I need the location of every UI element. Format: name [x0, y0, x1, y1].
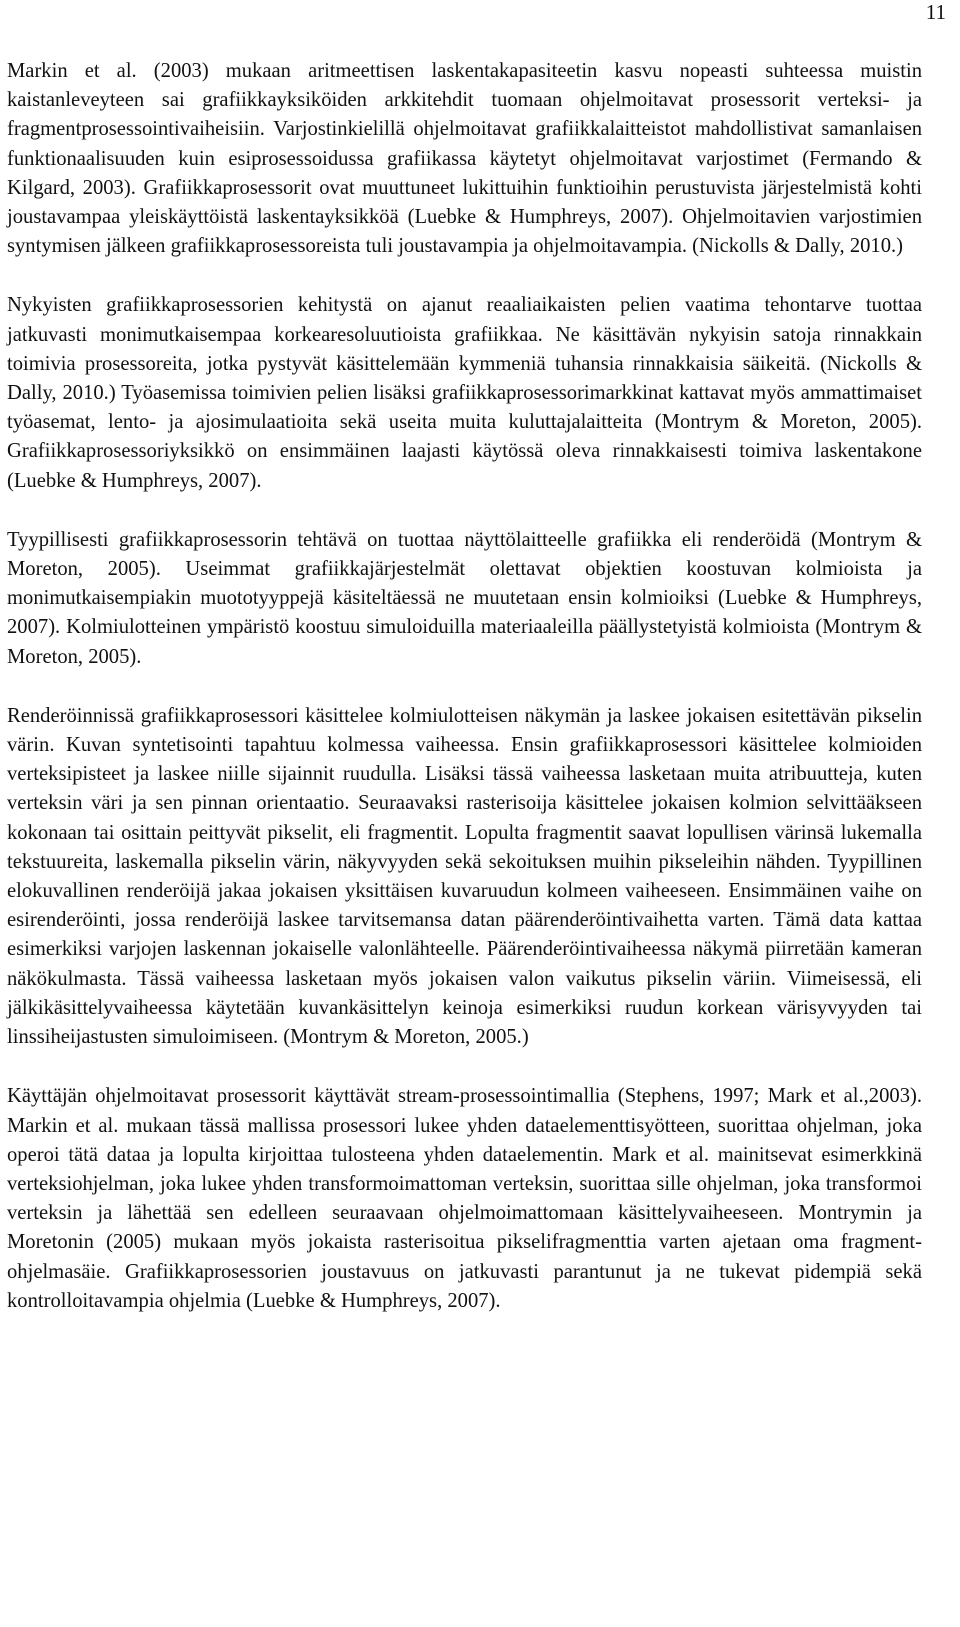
paragraph: Käyttäjän ohjelmoitavat prosessorit käyttävät stream-prosessointimallia (Stephens, 1997; Mark et al.,2003). Markin et al. mukaan tässä mallissa prosessori lukee yhden dataelementtisyötteen, suorittaa ohjelman, joka operoi tätä dataa ja lopulta kirjoittaa tulosteena yhden dataelementin. Mark et al. mainitsevat esimerkkinä verteksiohjelman, joka lukee yhden transformoimattoman verteksin, suorittaa sille ohjelman, joka transformoi verteksin ja lähettää sen edelleen seuraavaan ohjelmoimattomaan käsittelyvaiheeseen. Montrymin ja Moretonin (2005) mukaan myös jokaista rasterisoitua pikselifragmenttia varten ajetaan oma fragment-ohjelmasäie. Grafiikkaprosessorien joustavuus on jatkuvasti parantunut ja ne tukevat pidempiä sekä kontrolloitavampia ohjelmia (Luebke & Humphreys, 2007). [7, 1085, 922, 1312]
paragraph: Tyypillisesti grafiikkaprosessorin tehtävä on tuottaa näyttölaitteelle grafiikka eli renderöidä (Montrym & Moreton, 2005). Useimmat grafiikkajärjestelmät olettavat objektien koostuvan kolmioista ja monimutkaisempiakin muototyyppejä käsiteltäessä ne muutetaan ensin kolmioiksi (Luebke & Humphreys, 2007). Kolmiulotteinen ympäristö koostuu simuloiduilla materiaaleilla päällystetyistä kolmioista (Montrym & Moreton, 2005). [7, 528, 922, 668]
paragraph: Markin et al. (2003) mukaan aritmeettisen laskentakapasiteetin kasvu nopeasti suhteessa muistin kaistanleveyteen sai grafiikkayksiköiden arkkitehdit tuomaan ohjelmoitavat prosessorit verteksi- ja fragmentprosessointivaiheisiin. Varjostinkielillä ohjelmoitavat grafiikkalaitteistot mahdollistivat samanlaisen funktionaalisuuden kuin esiprosessoidussa grafiikassa käytetyt ohjelmoitavat varjostimet (Fermando & Kilgard, 2003). Grafiikkaprosessorit ovat muuttuneet lukittuihin funktioihin perustuvista järjestelmistä kohti joustavampaa yleiskäyttöistä laskentayksikköä (Luebke & Humphreys, 2007). Ohjelmoitavien varjostimien syntymisen jälkeen grafiikkaprosessoreista tuli joustavampia ja ohjelmoitavampia. (Nickolls & Dally, 2010.) [7, 60, 922, 258]
paragraph: Renderöinnissä grafiikkaprosessori käsittelee kolmiulotteisen näkymän ja laskee jokaisen esitettävän pikselin värin. Kuvan syntetisointi tapahtuu kolmessa vaiheessa. Ensin grafiikkaprosessori käsittelee kolmioiden verteksipisteet ja laskee niille sijainnit ruudulla. Lisäksi tässä vaiheessa lasketaan muita atribuutteja, kuten verteksin väri ja sen pinnan orientaatio. Seuraavaksi rasterisoija käsittelee jokaisen kolmion selvittääkseen kokonaan tai osittain peittyvät pikselit, eli fragmentit. Lopulta fragmentit saavat lopullisen värinsä lukemalla tekstuureita, laskemalla pikselin värin, näkyvyyden sekä sekoituksen muihin pikseleihin nähden. Tyypillinen elokuvallinen renderöijä jakaa jokaisen yksittäisen kuvaruudun kolmeen vaiheeseen. Ensimmäinen vaihe on esirenderöinti, jossa renderöijä laskee tarvitsemansa datan päärenderöintivaihetta varten. Tämä data kattaa esimerkiksi varjojen laskennan jokaiselle valonlähteelle. Päärenderöintivaiheessa näkymä piirretään kameran näkökulmasta. Tässä vaiheessa lasketaan myös jokaisen valon vaikutus pikselin väriin. Viimeisessä, eli jälkikäsittelyvaiheessa käytetään kuvankäsittelyn keinoja esimerkiksi ruudun korkean värisyvyyden tai linssiheijastusten simuloimiseen. (Montrym & Moreton, 2005.) [7, 704, 922, 1049]
document-body [7, 57, 922, 1316]
paragraph: Nykyisten grafiikkaprosessorien kehitystä on ajanut reaaliaikaisten pelien vaatima tehontarve tuottaa jatkuvasti monimutkaisempaa korkearesoluutioista grafiikkaa. Ne käsittävän nykyisin satoja rinnakkain toimivia prosessoreita, jotka pystyvät käsittelemään kymmeniä tuhansia rinnakkaisia säikeitä. (Nickolls & Dally, 2010.) Työasemissa toimivien pelien lisäksi grafiikkaprosessorimarkkinat kattavat myös ammattimaiset työasemat, lento- ja ajosimulaatioita sekä useita muita kuluttajalaitteita (Montrym & Moreton, 2005). Grafiikkaprosessoriyksikkö on ensimmäinen laajasti käytössä oleva rinnakkaisesti toimiva laskentakone (Luebke & Humphreys, 2007). [7, 294, 922, 492]
page-number: 11 [925, 0, 946, 24]
